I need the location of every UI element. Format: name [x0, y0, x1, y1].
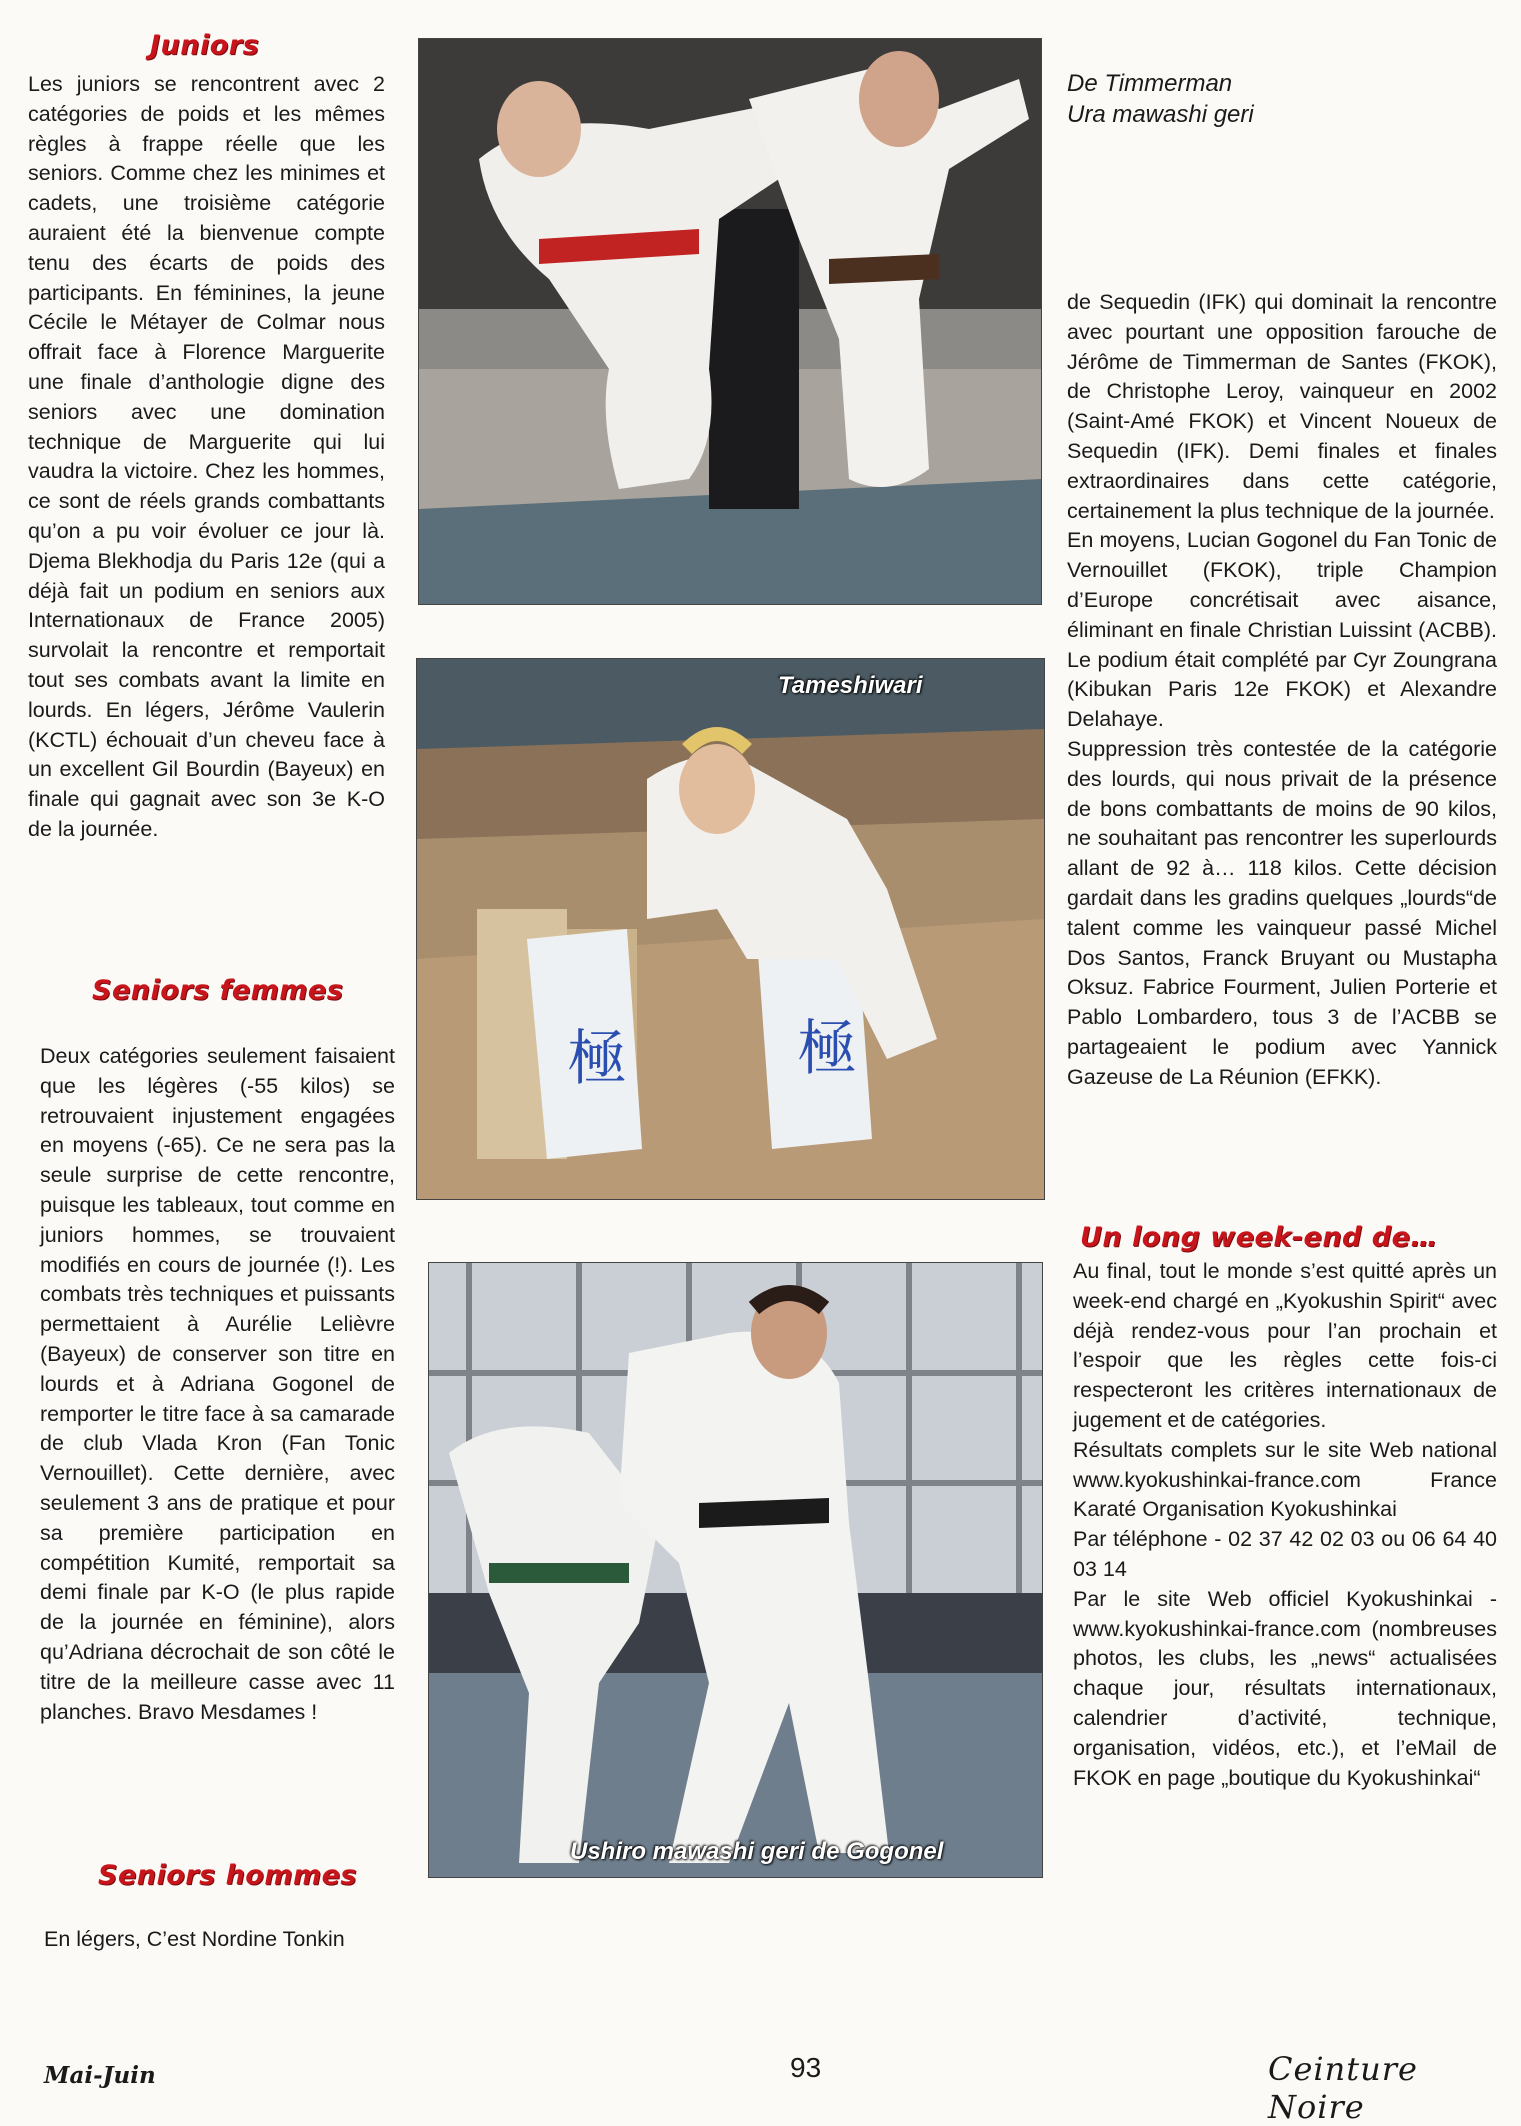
seniors-hommes-text: En légers, C’est Nordine Tonkin — [44, 1927, 345, 1951]
seniors-femmes-text: Deux catégories seulement faisaient que les légères (-55 kilos) se retrouvaient injustement engagées en moyens (-65). Ce ne sera pas la seule surprise de cette rencontre, puisque les tableaux, tout comme en juniors hommes, se trouvaient modifiés en cours de journée (!). Les combats très techniques et puissants permettaient à Aurélie Lelièvre (Bayeux) de conserver son titre en lourds et à Adriana Gogonel de remporter le titre face à sa camarade de club Vlada Kron (Fan Tonic Vernouillet). Cette dernière, avec seulement 3 ans de pratique et pour sa première participation en compétition Kumité, remportait sa demi finale par K-O (le plus rapide de la journée en féminine), alors qu’Adriana décrochait de son côté le titre de la meilleure casse avec 11 planches. Bravo Mesdames ! — [40, 1044, 395, 1724]
photo-tameshiwari — [416, 658, 1045, 1200]
caption-de-timmerman — [1067, 68, 1254, 130]
seniors-femmes-paragraph — [40, 1042, 395, 1727]
right-column-text-2 — [1073, 1257, 1497, 1793]
heading-juniors: Juniors — [150, 30, 260, 61]
juniors-text: Les juniors se rencontrent avec 2 catégories de poids et les mêmes règles à frappe réelle que les seniors. Comme chez les minimes et cadets, une troisième catégorie auraient été la bienvenue compte tenu des écarts de poids des participants. En féminines, la jeune Cécile le Métayer de Colmar nous offrait face à Florence Marguerite une finale d’anthologie digne des seniors avec une domination technique de Marguerite qui lui vaudra la victoire. Chez les hommes, ce sont de réels grands combattants qu’on a pu voir évoluer ce jour là. Djema Blekhodja du Paris 12e (qui a déjà fait un podium en seniors aux Internationaux de France 2005) survolait la rencontre et remportait tout ses combats avant la limite en lourds. En légers, Jérôme Vaulerin (KCTL) échouait d’un cheveu face à un excellent Gil Bourdin (Bayeux) en finale qui gagnait avec son 3e K-O de la journée. — [28, 72, 385, 841]
photo-ura-mawashi-geri-image — [419, 39, 1041, 604]
right-column-text — [1067, 288, 1497, 1093]
caption-line-1: De Timmerman — [1067, 70, 1233, 97]
photo3-caption: Ushiro mawashi geri de Gogonel — [570, 1838, 944, 1865]
photo-tameshiwari-image — [417, 659, 1044, 1199]
magazine-title: Ceinture Noire — [1268, 2050, 1418, 2126]
svg-text:極: 極 — [797, 1014, 857, 1084]
heading-weekend: Un long week-end de… — [1080, 1222, 1438, 1253]
heading-seniors-hommes: Seniors hommes — [98, 1860, 357, 1891]
right-text-4: Au final, tout le monde s’est quitté après un week-end chargé en „Kyokushin Spirit“ avec déjà rendez-vous pour l’an prochain et l’espoir que les règles cette fois-ci respecteront les critères internationaux de jugement et de catégories. — [1073, 1259, 1497, 1432]
right-text-2: En moyens, Lucian Gogonel du Fan Tonic de Vernouillet (FKOK), triple Champion d’Europe concrétisait avec aisance, éliminant en finale Christian Luissint (ACBB). Le podium était complété par Cyr Zoungrana (Kibukan Paris 12e FKOK) et Alexandre Delahaye. — [1067, 528, 1497, 732]
footer-issue-date: Mai-Juin — [44, 2062, 156, 2089]
svg-text:極: 極 — [567, 1024, 627, 1094]
juniors-paragraph — [28, 70, 385, 845]
photo-ura-mawashi-geri — [418, 38, 1042, 605]
right-text-3: Suppression très contestée de la catégorie des lourds, qui nous privait de la présence de bons combattants de moins de 90 kilos, ne souhaitant pas rencontrer les superlourds allant de 92 à… 118 kilos. Cette décision gardait dans les gradins quelques „lourds“de talent comme les vainqueur passé Michel Dos Santos, Franck Bruyant ou Mustapha Oksuz. Fabrice Fourment, Julien Porterie et Pablo Lombardero, tous 3 de l’ACBB se partageaient le podium avec Yannick Gazeuse de La Réunion (EFKK). — [1067, 736, 1497, 1089]
right-text-7: Par le site Web officiel Kyokushinkai - www.kyokushinkai-france.com (nombreuses photos, les clubs, les „news“ actualisées chaque jour, résultats internationaux, calendrier d’activité, technique, organisation, vidéos, etc.), et l’eMail de FKOK en page „boutique du Kyokushinkai“ — [1073, 1586, 1497, 1790]
photo-ushiro-mawashi-geri-image — [429, 1263, 1042, 1877]
photo-ushiro-mawashi-geri — [428, 1262, 1043, 1878]
right-text-5: Résultats complets sur le site Web national www.kyokushinkai-france.com France Karaté Organisation Kyokushinkai — [1073, 1437, 1497, 1522]
photo2-caption: Tameshiwari — [778, 672, 923, 699]
right-text-1: de Sequedin (IFK) qui dominait la rencontre avec pourtant une opposition farouche de Jérôme de Timmerman de Santes (FKOK), de Christophe Leroy, vainqueur en 2002 (Saint-Amé FKOK) et Vincent Noueux de Sequedin (IFK). Demi finales et finales extraordinaires dans cette catégorie, certainement la plus technique de la journée. — [1067, 290, 1497, 523]
right-text-6: Par téléphone - 02 37 42 02 03 ou 06 64 40 03 14 — [1073, 1527, 1497, 1581]
caption-line-2: Ura mawashi geri — [1067, 101, 1254, 128]
page-number: 93 — [790, 2052, 822, 2083]
heading-seniors-femmes: Seniors femmes — [92, 975, 344, 1006]
seniors-hommes-paragraph — [44, 1925, 404, 1955]
